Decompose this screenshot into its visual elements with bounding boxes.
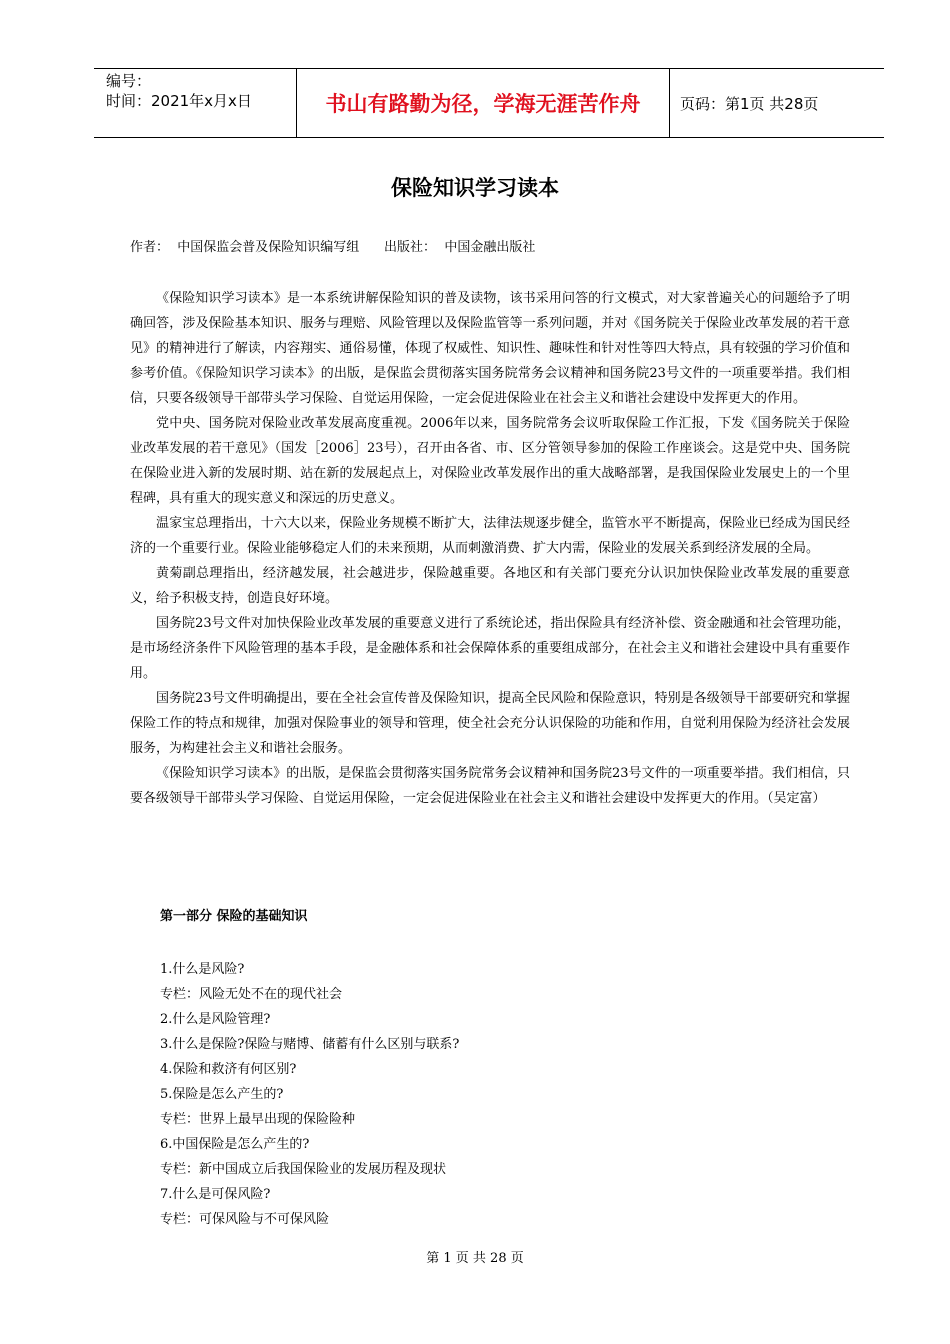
toc-item: 5.保险是怎么产生的? xyxy=(160,1087,284,1102)
toc-item: 专栏：世界上最早出现的保险险种 xyxy=(160,1112,356,1127)
toc-item: 2.什么是风险管理? xyxy=(160,1012,271,1027)
toc-item: 专栏：可保风险与不可保风险 xyxy=(160,1212,330,1227)
document-title: 保险知识学习读本 xyxy=(391,176,559,200)
paragraph: 党中央、国务院对保险业改革发展高度重视。2006年以来，国务院常务会议听取保险工作汇报，下发《国务院关于保险业改革发展的若干意见》（国发［2006］23号），召开由各省、市、区分管领导参加的保险工作座谈会。这是党中央、国务院在保险业进入新的发展时期、站在新的发展起点上，对保险业改革发展作出的重大战略部署，是我国保险业发展史上的一个里程碑，具有重大的现实意义和深远的历史意义。 xyxy=(130,416,850,506)
toc-item: 6.中国保险是怎么产生的? xyxy=(160,1137,310,1152)
paragraph: 《保险知识学习读本》是一本系统讲解保险知识的普及读物，该书采用问答的行文模式，对大家普遍关心的问题给予了明确回答，涉及保险基本知识、服务与理赔、风险管理以及保险监管等一系列问题，并对《国务院关于保险业改革发展的若干意见》的精神进行了解读，内容翔实、通俗易懂，体现了权威性、知识性、趣味性和针对性等四大特点，具有较强的学习价值和参考价值。《保险知识学习读本》的出版，是保监会贯彻落实国务院常务会议精神和国务院23号文件的一项重要举措。我们相信，只要各级领导干部带头学习保险、自觉运用保险，一定会促进保险业在社会主义和谐社会建设中发挥更大的作用。 xyxy=(130,291,850,406)
section-title: 第一部分 保险的基础知识 xyxy=(160,909,308,924)
number-label: 编号： xyxy=(106,72,152,90)
header-info xyxy=(94,69,296,137)
toc-item: 7.什么是可保风险? xyxy=(160,1187,271,1202)
byline: 作者： 中国保监会普及保险知识编写组 出版社： 中国金融出版社 xyxy=(130,240,536,255)
toc-list xyxy=(160,957,459,1232)
toc-item: 专栏：风险无处不在的现代社会 xyxy=(160,987,343,1002)
header-slogan: 书山有路勤为径，学海无涯苦作舟 xyxy=(296,69,670,137)
paragraph: 温家宝总理指出，十六大以来，保险业务规模不断扩大，法律法规逐步健全，监管水平不断提高，保险业已经成为国民经济的一个重要行业。保险业能够稳定人们的未来预期，从而刺激消费、扩大内需，保险业的发展关系到经济发展的全局。 xyxy=(130,516,850,556)
toc-item: 专栏：新中国成立后我国保险业的发展历程及现状 xyxy=(160,1162,447,1177)
toc-item: 1.什么是风险? xyxy=(160,962,245,977)
paragraph: 国务院23号文件对加快保险业改革发展的重要意义进行了系统论述，指出保险具有经济补偿、资金融通和社会管理功能，是市场经济条件下风险管理的基本手段，是金融体系和社会保障体系的重要组成部分，在社会主义和谐社会建设中具有重要作用。 xyxy=(130,616,850,681)
toc-item: 4.保险和救济有何区别? xyxy=(160,1062,297,1077)
page-footer: 第 1 页 共 28 页 xyxy=(426,1251,524,1266)
toc-item: 3.什么是保险?保险与赌博、储蓄有什么区别与联系? xyxy=(160,1037,460,1052)
time-label: 时间：2021年x月x日 xyxy=(106,92,252,110)
body-text xyxy=(130,286,850,811)
paragraph: 黄菊副总理指出，经济越发展，社会越进步，保险越重要。各地区和有关部门要充分认识加快保险业改革发展的重要意义，给予积极支持，创造良好环境。 xyxy=(130,566,850,606)
paragraph: 国务院23号文件明确提出，要在全社会宣传普及保险知识，提高全民风险和保险意识，特别是各级领导干部要研究和掌握保险工作的特点和规律，加强对保险事业的领导和管理，使全社会充分认识保险的功能和作用，自觉利用保险为经济社会发展服务，为构建社会主义和谐社会服务。 xyxy=(130,691,850,756)
paragraph: 《保险知识学习读本》的出版，是保监会贯彻落实国务院常务会议精神和国务院23号文件的一项重要举措。我们相信，只要各级领导干部带头学习保险、自觉运用保险，一定会促进保险业在社会主义和谐社会建设中发挥更大的作用。（吴定富） xyxy=(130,766,850,806)
header-page-label: 页码：第1页 共28页 xyxy=(680,94,819,113)
page-header xyxy=(94,68,884,138)
